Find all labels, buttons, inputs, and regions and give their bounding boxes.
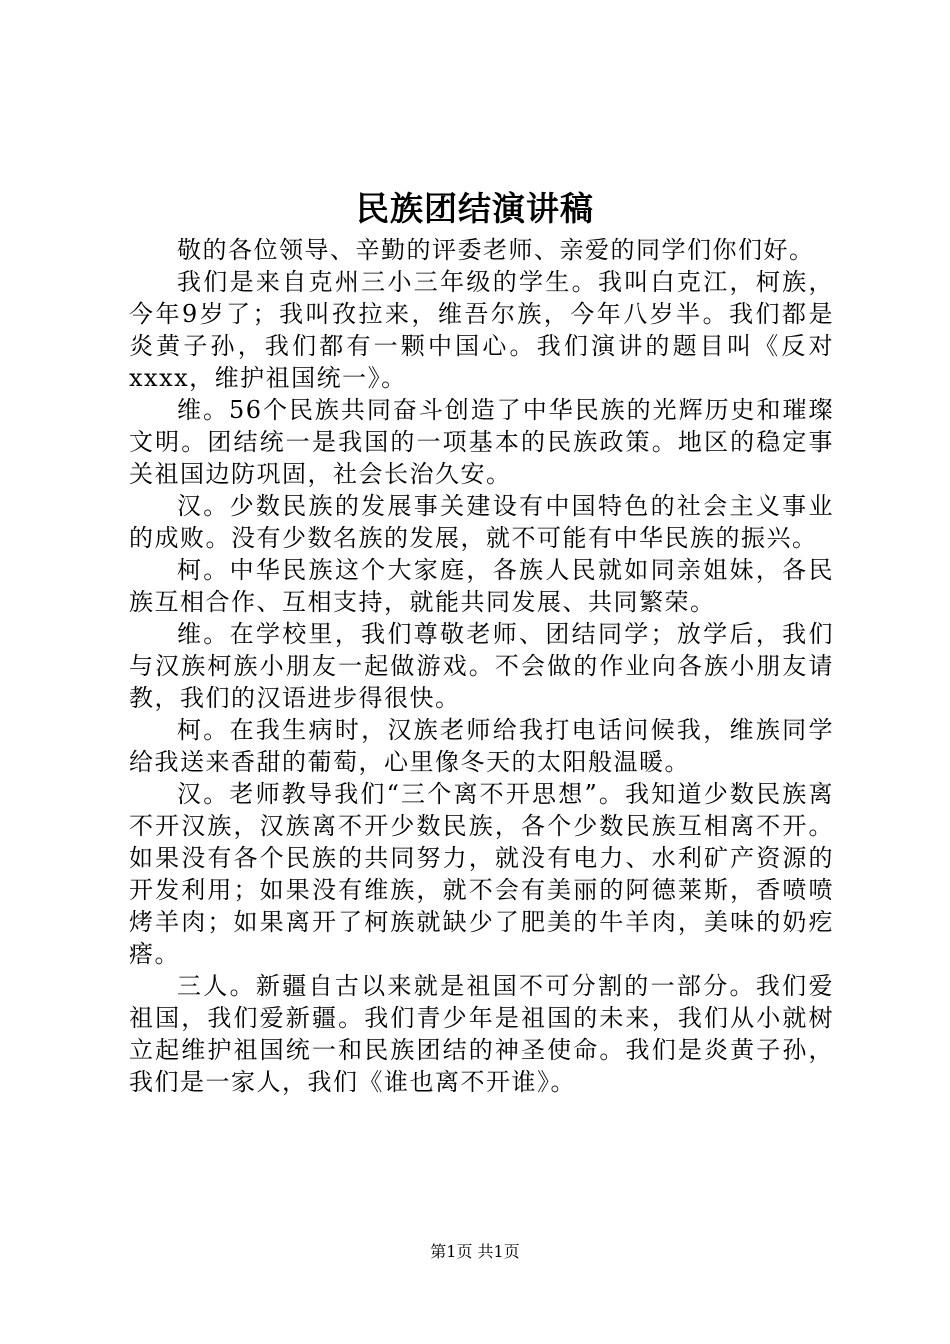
paragraph-kyrgyz-speaker-2: 柯。在我生病时，汉族老师给我打电话问候我，维族同学给我送来香甜的葡萄，心里像冬天的太阳般温暖。 [129, 716, 834, 776]
paragraph-kyrgyz-speaker-1: 柯。中华民族这个大家庭，各族人民就如同亲姐妹，各民族互相合作、互相支持，就能共同发展、共同繁荣。 [129, 556, 834, 616]
page-number-footer: 第1页 共1页 [430, 1242, 520, 1261]
paragraph-han-speaker-2: 汉。老师教导我们“三个离不开思想”。我知道少数民族离不开汉族，汉族离不开少数民族，各个少数民族互相离不开。如果没有各个民族的共同努力，就没有电力、水利矿产资源的开发利用；如果没有维族，就不会有美丽的阿德莱斯，香喷喷烤羊肉；如果离开了柯族就缺少了肥美的牛羊肉，美味的奶疙瘩。 [129, 780, 834, 968]
paragraph-all-three-closing: 三人。新疆自古以来就是祖国不可分割的一部分。我们爱祖国，我们爱新疆。我们青少年是祖国的未来，我们从小就树立起维护祖国统一和民族团结的神圣使命。我们是炎黄子孙，我们是一家人，我们《谁也离不开谁》。 [129, 972, 834, 1096]
document-title: 民族团结演讲稿 [356, 189, 594, 228]
paragraph-introduction: 我们是来自克州三小三年级的学生。我叫白克江，柯族，今年9岁了；我叫孜拉来，维吾尔族，今年八岁半。我们都是炎黄子孙，我们都有一颗中国心。我们演讲的题目叫《反对xxxx，维护祖国统一》。 [129, 268, 834, 392]
document-body [129, 234, 834, 1098]
paragraph-uyghur-speaker-2: 维。在学校里，我们尊敬老师、团结同学；放学后，我们与汉族柯族小朋友一起做游戏。不会做的作业向各族小朋友请教，我们的汉语进步得很快。 [129, 620, 834, 712]
paragraph-han-speaker-1: 汉。少数民族的发展事关建设有中国特色的社会主义事业的成败。没有少数名族的发展，就不可能有中华民族的振兴。 [129, 492, 834, 552]
paragraph-greeting: 敬的各位领导、辛勤的评委老师、亲爱的同学们你们好。 [177, 236, 815, 264]
paragraph-uyghur-speaker-1: 维。56个民族共同奋斗创造了中华民族的光辉历史和璀璨文明。团结统一是我国的一项基本的民族政策。地区的稳定事关祖国边防巩固，社会长治久安。 [129, 396, 834, 488]
